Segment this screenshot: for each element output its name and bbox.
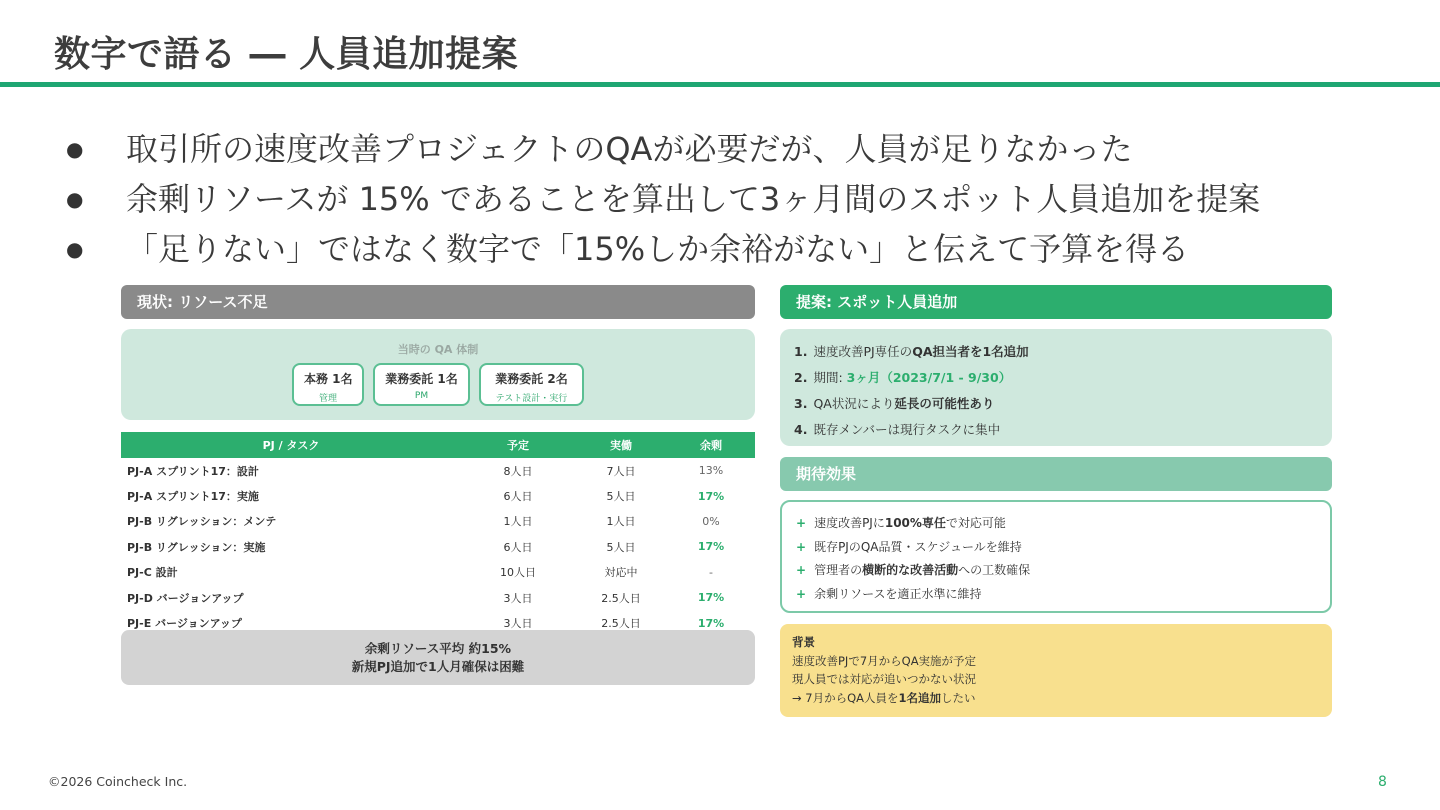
table-header-row: [121, 432, 755, 458]
plus-icon: +: [796, 539, 807, 554]
table-row: [121, 560, 755, 585]
proposal-item: [794, 365, 1029, 391]
summary-line: 新規PJ追加で1人月確保は困難: [351, 659, 525, 674]
plus-icon: +: [796, 563, 807, 577]
bullet-dot-icon: ●: [66, 237, 84, 261]
background-title: 背景: [792, 635, 815, 649]
bullet-dot-icon: ●: [66, 137, 84, 161]
copyright: ©2026 Coincheck Inc.: [48, 774, 188, 789]
task-name: PJ-D バージョンアップ: [127, 591, 244, 605]
actual-value: 2.5人日: [601, 591, 641, 605]
surplus-value: 0%: [702, 514, 720, 528]
page-number: 8: [1378, 774, 1387, 790]
item-number: 2.: [794, 370, 808, 385]
column-header-task: PJ / タスク: [121, 432, 461, 458]
background-line: 現人員では対応が追いつかない状況: [792, 672, 976, 686]
actual-value: 1人日: [606, 515, 636, 529]
surplus-value: 13%: [698, 464, 724, 478]
task-table: [121, 432, 755, 636]
bullet-item: [66, 174, 1260, 224]
planned-value: 10人日: [500, 566, 536, 580]
proposal-header: 提案: スポット人員追加: [780, 285, 1332, 319]
effect-item: [796, 536, 1030, 560]
planned-value: 1人日: [503, 515, 533, 529]
org-card-name: 業務委託 1名: [385, 372, 458, 386]
effect-text: 既存PJのQA品質・スケジュールを維持: [814, 539, 1022, 554]
table-row: [121, 534, 755, 559]
task-name: PJ-C 設計: [127, 566, 178, 580]
actual-value: 5人日: [606, 490, 636, 504]
task-name: PJ-B リグレッション：実施: [127, 540, 266, 554]
org-card-role: テスト設計・実行: [495, 394, 568, 404]
planned-value: 6人日: [503, 540, 533, 554]
background-emphasis: 1名追加: [898, 690, 942, 705]
proposal-item: [794, 339, 1029, 365]
bullet-text: 余剰リソースが 15% であることを算出して3ヶ月間のスポット人員追加を提案: [126, 180, 1261, 218]
org-card-name: 本務 1名: [304, 372, 353, 386]
effect-item: [796, 559, 1030, 583]
surplus-value: 17%: [697, 616, 725, 630]
task-name: PJ-B リグレッション：メンテ: [127, 515, 277, 529]
effect-text: で対応可能: [945, 516, 1006, 530]
surplus-value: 17%: [697, 540, 725, 554]
planned-value: 6人日: [503, 490, 533, 504]
background-panel: [780, 624, 1332, 717]
column-header-actual: 実働: [575, 432, 667, 458]
item-emphasis: 延長の可能性あり: [894, 396, 995, 411]
org-caption: 当時の QA 体制: [397, 343, 479, 356]
org-card-fulltime: [292, 363, 364, 406]
column-header-surplus: 余剰: [667, 432, 755, 458]
actual-value: 2.5人日: [601, 617, 641, 631]
item-emphasis: 3ヶ月（2023/7/1 - 9/30）: [846, 370, 1012, 385]
effect-item: [796, 583, 1030, 607]
proposal-panel: [780, 329, 1332, 446]
item-text: 速度改善PJ専任の: [813, 344, 913, 359]
planned-value: 3人日: [503, 591, 533, 605]
slide-title: 数字で語る ― 人員追加提案: [54, 34, 519, 75]
bullet-item: [66, 124, 1260, 174]
org-card-name: 業務委託 2名: [495, 372, 568, 386]
background-text: → 7月からQA人員を: [792, 690, 899, 705]
effect-text: 速度改善PJに: [814, 516, 885, 530]
effect-emphasis: 100%専任: [884, 516, 946, 530]
planned-value: 8人日: [503, 464, 533, 478]
org-card-role: PM: [414, 391, 429, 401]
planned-value: 3人日: [503, 617, 533, 631]
actual-value: 5人日: [606, 540, 636, 554]
effect-emphasis: 横断的な改善活動: [862, 563, 959, 577]
proposal-item: [794, 417, 1029, 443]
item-text: 既存メンバーは現行タスクに集中: [813, 422, 1001, 437]
effect-text: 余剰リソースを適正水準に維持: [814, 586, 982, 601]
plus-icon: +: [796, 516, 807, 530]
item-number: 1.: [794, 344, 808, 359]
background-line: [792, 689, 1320, 708]
effect-text: への工数確保: [958, 563, 1031, 577]
surplus-value: -: [709, 565, 713, 579]
effect-item: [796, 512, 1030, 536]
column-header-planned: 予定: [461, 432, 575, 458]
bullet-text: 取引所の速度改善プロジェクトのQAが必要だが、人員が足りなかった: [126, 130, 1133, 168]
item-text: 期間:: [813, 370, 847, 385]
effect-text: 管理者の: [814, 563, 863, 577]
task-name: PJ-E バージョンアップ: [127, 617, 242, 631]
table-row: [121, 585, 755, 610]
item-emphasis: QA担当者を1名追加: [912, 344, 1029, 359]
plus-icon: +: [796, 586, 807, 601]
qa-org-panel: [121, 329, 755, 420]
proposal-item: [794, 391, 1029, 417]
expected-effects-header: 期待効果: [780, 457, 1332, 491]
title-divider: [0, 82, 1440, 87]
expected-effects-panel: [780, 500, 1332, 613]
task-name: PJ-A スプリント17：実施: [127, 490, 259, 504]
surplus-value: 17%: [697, 591, 725, 605]
table-row: [121, 458, 755, 483]
bullet-text: 「足りない」ではなく数字で「15%しか余裕がない」と伝えて予算を得る: [126, 230, 1190, 268]
surplus-value: 17%: [697, 489, 725, 503]
bullet-list: [66, 124, 1260, 274]
item-number: 4.: [794, 422, 808, 437]
org-card-contractor-test: [479, 363, 584, 406]
actual-value: 対応中: [604, 566, 638, 580]
table-row: [121, 509, 755, 534]
bullet-item: [66, 224, 1260, 274]
item-text: QA状況により: [813, 396, 895, 411]
item-number: 3.: [794, 396, 808, 411]
current-status-header: 現状: リソース不足: [121, 285, 755, 319]
background-text: したい: [941, 690, 976, 705]
actual-value: 7人日: [606, 464, 636, 478]
table-row: [121, 483, 755, 508]
org-card-role: 管理: [318, 394, 337, 404]
org-card-contractor-pm: [373, 363, 470, 406]
summary-line: 余剰リソース平均 約15%: [364, 641, 512, 656]
background-line: 速度改善PJで7月からQA実施が予定: [792, 653, 977, 668]
bullet-dot-icon: ●: [66, 187, 84, 211]
surplus-summary: [121, 630, 755, 685]
task-name: PJ-A スプリント17：設計: [127, 464, 259, 478]
